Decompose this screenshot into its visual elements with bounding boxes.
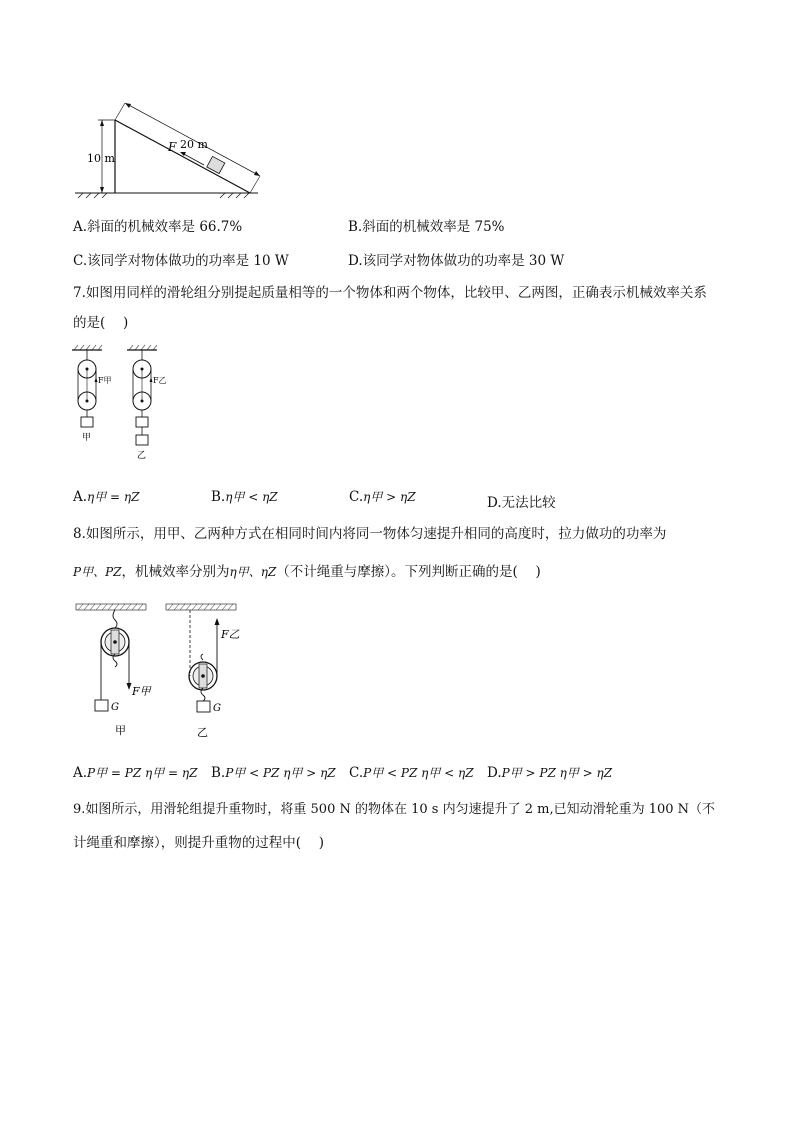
q7-option-b[interactable] — [211, 488, 278, 505]
q8-option-a[interactable] — [73, 764, 197, 781]
incline-figure — [70, 95, 270, 205]
q8-option-c-prefix: C. — [349, 765, 364, 781]
q8-label-right: 乙 — [197, 726, 208, 739]
q8-stem-mid: ，机械效率分别为 — [121, 564, 230, 580]
q7-force-right: F乙 — [153, 376, 167, 385]
q7-label-left: 甲 — [82, 433, 92, 443]
q6-option-b[interactable]: B.斜面的机械效率是 75% — [348, 219, 505, 235]
q6-option-a[interactable]: A.斜面的机械效率是 66.7% — [73, 219, 243, 235]
q7-option-d[interactable]: D.无法比较 — [487, 495, 556, 511]
q8-weight-right: G — [213, 703, 221, 714]
q9-stem-line1: 9.如图所示，用滑轮组提升重物时，将重 500 N 的物体在 10 s 内匀速提升了 2 m,已知动滑轮重为 100 N（不 — [73, 802, 716, 817]
q6-option-d[interactable]: D.该同学对物体做功的功率是 30 W — [348, 253, 565, 269]
q7-option-c[interactable] — [349, 488, 416, 505]
q8-stem-line2 — [73, 562, 541, 582]
pulley-figure-q8 — [70, 600, 245, 740]
q8-eff-expr: η甲、ηZ — [229, 565, 277, 579]
q8-stem-end: （不计绳重与摩擦）。下列判断正确的是( ) — [276, 564, 541, 580]
q8-label-left: 甲 — [115, 724, 126, 737]
q7-option-a-prefix: A. — [73, 489, 88, 505]
q7-force-left: F甲 — [98, 376, 112, 385]
q8-force-left: F甲 — [132, 685, 151, 698]
q7-label-right: 乙 — [137, 451, 147, 461]
length-label: 20 m — [180, 138, 208, 151]
q9-stem-line2: 计绳重和摩擦），则提升重物的过程中( ) — [73, 835, 325, 851]
q7-option-b-expr: η甲 < ηZ — [225, 490, 278, 504]
q8-option-c[interactable] — [349, 764, 474, 781]
q7-stem-line1: 7.如图用同样的滑轮组分别提起质量相等的一个物体和两个物体，比较甲、乙两图，正确表示机械效率关系 — [73, 285, 707, 301]
q8-power-expr: P甲、PZ — [73, 565, 122, 579]
q7-option-a-expr: η甲 = ηZ — [87, 490, 140, 504]
force-label: F — [168, 140, 177, 154]
q8-force-right: F乙 — [221, 628, 240, 641]
pulley-figure-q7 — [65, 343, 175, 463]
q8-option-d-prefix: D. — [487, 765, 502, 781]
q8-weight-left: G — [111, 702, 119, 713]
height-label: 10 m — [87, 152, 115, 165]
q7-stem-line2: 的是( ) — [73, 315, 129, 331]
q6-option-c[interactable]: C.该同学对物体做功的功率是 10 W — [73, 253, 289, 269]
q8-option-d[interactable] — [487, 764, 612, 781]
q8-option-a-expr: P甲 = PZ η甲 = ηZ — [87, 766, 198, 780]
q8-stem-line1: 8.如图所示，用甲、乙两种方式在相同时间内将同一物体匀速提升相同的高度时，拉力做功的功率为 — [73, 526, 667, 542]
q7-option-c-prefix: C. — [349, 489, 364, 505]
q8-option-a-prefix: A. — [73, 765, 88, 781]
q8-option-b-expr: P甲 < PZ η甲 > ηZ — [225, 766, 336, 780]
q8-option-b-prefix: B. — [211, 765, 226, 781]
q7-option-b-prefix: B. — [211, 489, 226, 505]
q7-option-c-expr: η甲 > ηZ — [363, 490, 416, 504]
q7-option-a[interactable] — [73, 488, 139, 505]
q8-option-d-expr: P甲 > PZ η甲 > ηZ — [501, 766, 613, 780]
q8-option-c-expr: P甲 < PZ η甲 < ηZ — [363, 766, 474, 780]
q8-option-b[interactable] — [211, 764, 336, 781]
